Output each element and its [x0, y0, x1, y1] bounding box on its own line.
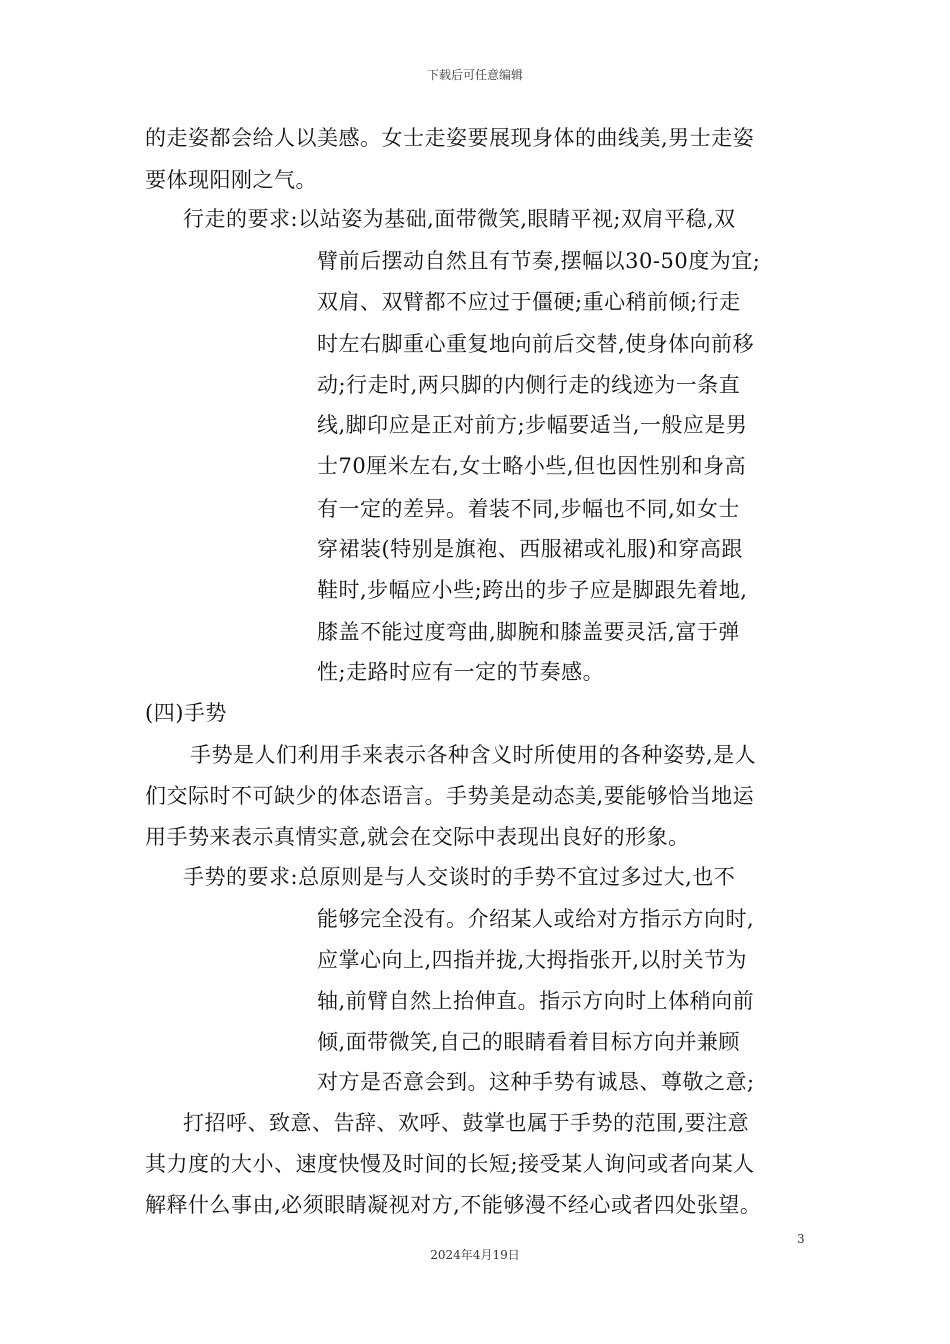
text-line: 时左右脚重心重复地向前后交替,使身体向前移: [317, 332, 755, 356]
text-line: 用手势来表示真情实意,就会在交际中表现出良好的形象。: [145, 825, 690, 849]
text-line: 手势是人们利用手来表示各种含义时所使用的各种姿势,是人: [190, 743, 757, 767]
text-line: 性;走路时应有一定的节奏感。: [317, 660, 605, 684]
footer-date: 2024年4月19日: [430, 1248, 520, 1262]
section-heading: (四)手势: [145, 701, 227, 725]
text-line: 穿裙装(特别是旗袍、西服裙或礼服)和穿高跟: [317, 537, 743, 561]
text-line: 行走的要求:以站姿为基础,面带微笑,眼睛平视;双肩平稳,双: [183, 207, 736, 231]
text-line: 们交际时不可缺少的体态语言。手势美是动态美,要能够恰当地运: [145, 784, 755, 808]
text-line: 线,脚印应是正对前方;步幅要适当,一般应是男: [317, 413, 748, 437]
text-line: 士70厘米左右,女士略小些,但也因性别和身高: [317, 454, 747, 478]
text-line: 其力度的大小、速度快慢及时间的长短;接受某人询问或者向某人: [145, 1152, 755, 1176]
text-line: 能够完全没有。介绍某人或给对方指示方向时,: [317, 907, 755, 931]
text-line: 对方是否意会到。这种手势有诚恳、尊敬之意;: [317, 1070, 755, 1094]
text-line: 有一定的差异。着装不同,步幅也不同,如女士: [317, 497, 740, 521]
text-line: 臂前后摆动自然且有节奏,摆幅以30-50度为宜;: [317, 249, 761, 273]
text-line: 要体现阳刚之气。: [145, 168, 317, 192]
text-line: 膝盖不能过度弯曲,脚腕和膝盖要灵活,富于弹: [317, 620, 740, 644]
page-header: 下载后可任意编辑: [426, 68, 523, 82]
text-line: 轴,前臂自然上抬伸直。指示方向时上体稍向前: [317, 989, 755, 1013]
text-line: 手势的要求:总原则是与人交谈时的手势不宜过多过大,也不: [183, 865, 736, 889]
page-number: 3: [797, 1232, 805, 1246]
text-line: 的走姿都会给人以美感。女士走姿要展现身体的曲线美,男士走姿: [145, 126, 755, 150]
text-line: 解释什么事由,必须眼睛凝视对方,不能够漫不经心或者四处张望。: [145, 1193, 762, 1217]
text-line: 鞋时,步幅应小些;跨出的步子应是脚跟先着地,: [317, 578, 748, 602]
text-line: 应掌心向上,四指并拢,大拇指张开,以肘关节为: [317, 948, 748, 972]
text-line: 打招呼、致意、告辞、欢呼、鼓掌也属于手势的范围,要注意: [183, 1111, 750, 1135]
text-line: 倾,面带微笑,自己的眼睛看着目标方向并兼顾: [317, 1030, 740, 1054]
text-line: 双肩、双臂都不应过于僵硬;重心稍前倾;行走: [317, 290, 741, 314]
text-line: 动;行走时,两只脚的内侧行走的线迹为一条直: [317, 373, 741, 397]
